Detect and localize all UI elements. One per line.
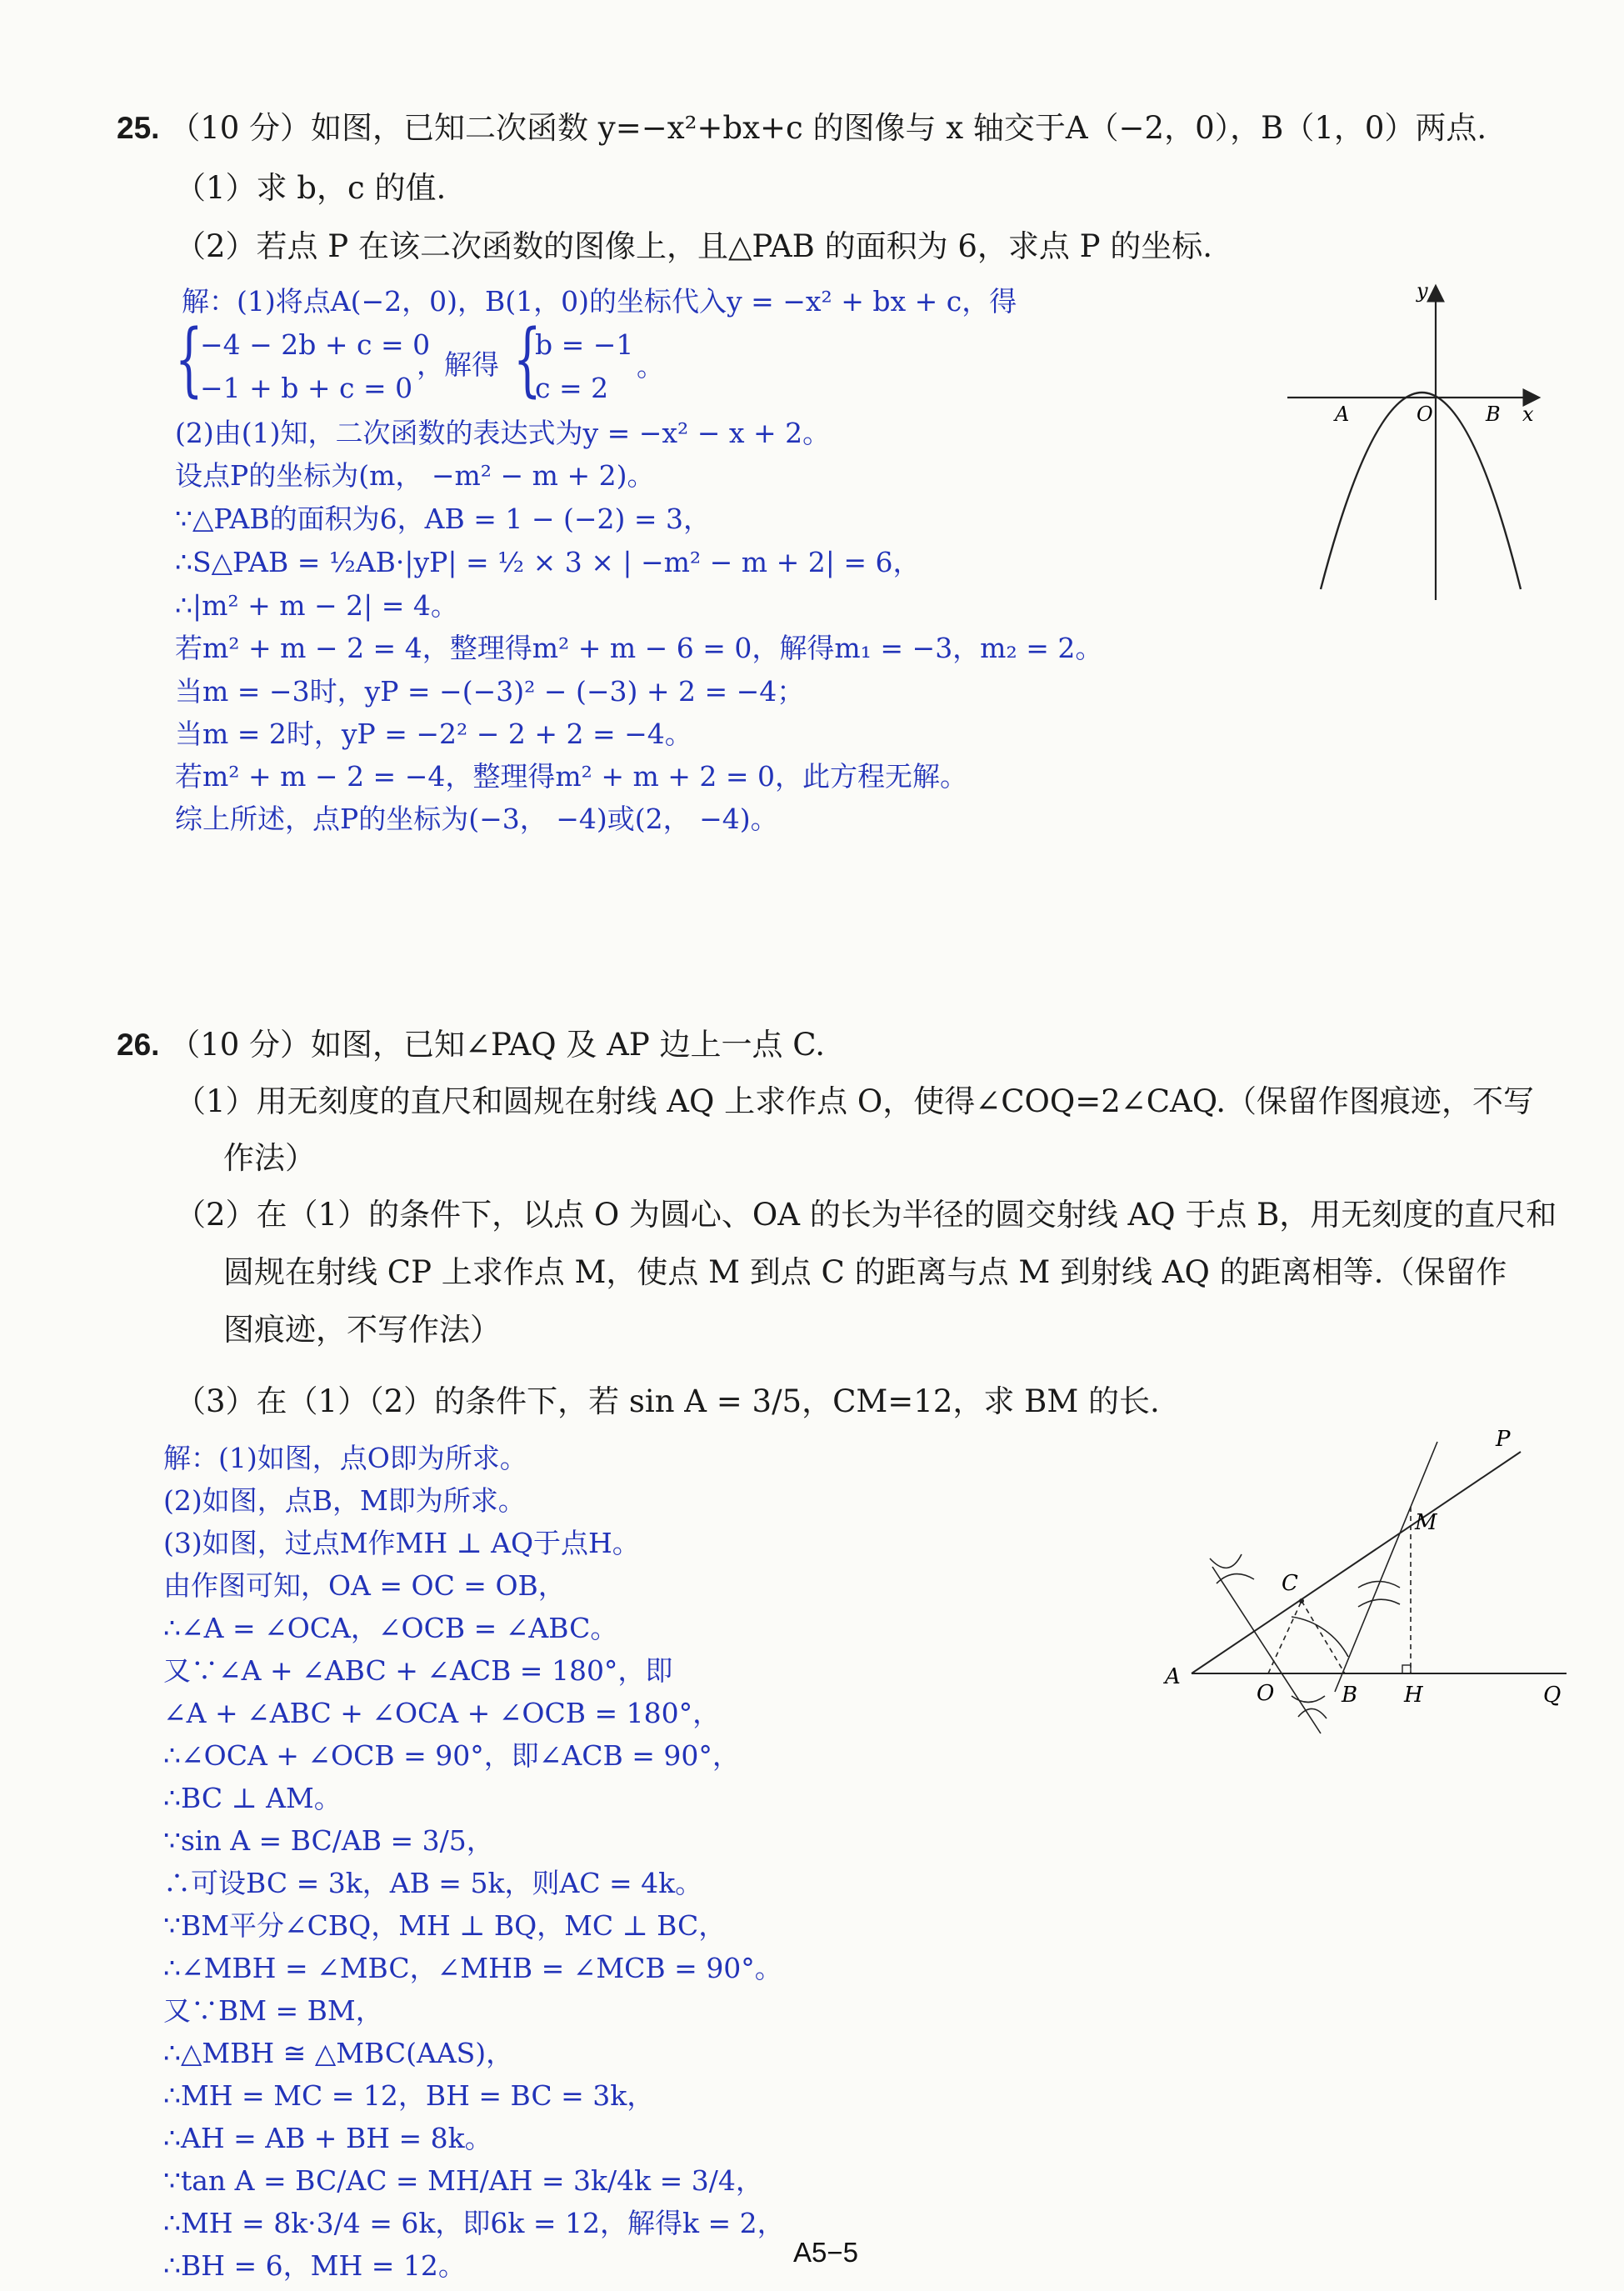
point-b-label: B	[1486, 403, 1501, 426]
q26-part1a: （1）用无刻度的直尺和圆规在射线 AQ 上求作点 O，使得∠COQ=2∠CAQ.（保留作图痕迹，不写	[175, 1083, 1535, 1119]
label-m: M	[1415, 1510, 1437, 1535]
q25-sol-line10: 当m = −3时，yP = −(−3)² − (−3) + 2 = −4；	[175, 675, 805, 708]
q26-part2c: 图痕迹，不写作法）	[223, 1312, 501, 1348]
label-p: P	[1496, 1427, 1511, 1452]
circle-arc-o	[1292, 1617, 1348, 1657]
q25-sys-end: 。	[637, 350, 664, 383]
point-a-label: A	[1335, 403, 1350, 426]
q25-sol-line7: ∴S△PAB = ½AB·|yP| = ½ × 3 × | −m² − m + 2| = 6，	[175, 546, 921, 578]
q25-sol-line1: 解：(1)将点A(−2，0)，B(1，0)的坐标代入y = −x² + bx + c，得	[182, 285, 1017, 318]
q25-part1: （1）求 b，c 的值.	[175, 170, 447, 206]
q26-sol-line18: ∵tan A = BC/AC = MH/AH = 3k/4k = 3/4，	[163, 2164, 763, 2197]
q26-sol-line12: ∵BM平分∠CBQ，MH ⊥ BQ，MC ⊥ BC，	[163, 1909, 727, 1942]
q25-sys-res2: c = 2	[535, 372, 609, 404]
q26-sol-line7: ∠A + ∠ABC + ∠OCA + ∠OCB = 180°，	[163, 1697, 721, 1729]
q25-sol-line9: 若m² + m − 2 = 4，整理得m² + m − 6 = 0，解得m₁ = −3，m₂ = 2。	[175, 632, 1103, 664]
label-b: B	[1342, 1683, 1358, 1708]
x-axis-label: x	[1522, 403, 1534, 426]
q25-stem: 25. （10 分）如图，已知二次函数 y=−x²+bx+c 的图像与 x 轴交于A（−2，0），B（1，0）两点.	[117, 110, 1487, 146]
q25-sol-line5: 设点P的坐标为(m， −m² − m + 2)。	[175, 459, 655, 492]
q25-number: 25.	[117, 111, 160, 145]
arc-mark-top	[1210, 1554, 1254, 1583]
q25-sol-line6: ∵△PAB的面积为6，AB = 1 − (−2) = 3，	[175, 503, 711, 535]
q26-sol-line20: ∴BH = 6，MH = 12。	[163, 2249, 466, 2282]
q25-sol-line8: ∴|m² + m − 2| = 4。	[175, 589, 458, 622]
q25-sys-eq1: −4 − 2b + c = 0	[200, 328, 431, 361]
page-number: A5−5	[793, 2237, 858, 2268]
q26-part1b: 作法）	[223, 1140, 316, 1176]
q26-construction-figure	[1150, 1408, 1583, 1750]
segment-cb	[1302, 1601, 1345, 1673]
q25-sys-solve: ，解得	[417, 348, 499, 381]
right-angle-mark	[1402, 1665, 1411, 1673]
q26-sol-line17: ∴AH = AB + BH = 8k。	[163, 2122, 492, 2154]
origin-label: O	[1417, 403, 1433, 426]
q25-sol-line13: 综上所述，点P的坐标为(−3， −4)或(2， −4)。	[175, 803, 778, 835]
q25-sys-eq2: −1 + b + c = 0	[200, 372, 413, 404]
q26-sol-line4: 由作图可知，OA = OC = OB，	[163, 1569, 566, 1602]
q26-sol-line5: ∴∠A = ∠OCA，∠OCB = ∠ABC。	[163, 1612, 618, 1644]
q25-sys-res1: b = −1	[535, 328, 634, 361]
q26-sol-line2: (2)如图，点B，M即为所求。	[163, 1484, 526, 1517]
q26-part2a: （2）在（1）的条件下，以点 O 为圆心、OA 的长为半径的圆交射线 AQ 于点 B，用无刻度的直尺和	[175, 1197, 1557, 1233]
q26-sol-line9: ∴BC ⊥ AM。	[163, 1782, 342, 1814]
y-axis-label: y	[1417, 279, 1428, 303]
q25-sys-brace-left: {	[175, 313, 203, 406]
segment-oc	[1268, 1601, 1302, 1673]
q25-sol-line4: (2)由(1)知，二次函数的表达式为y = −x² − x + 2。	[175, 417, 831, 449]
point-c-dot	[1299, 1598, 1304, 1603]
perpendicular-bisector	[1212, 1567, 1321, 1733]
q26-part3: （3）在（1）（2）的条件下，若 sin A = 3/5，CM=12，求 BM 的长.	[175, 1383, 1160, 1419]
label-c: C	[1282, 1571, 1298, 1596]
q25-sol-line11: 当m = 2时，yP = −2² − 2 + 2 = −4。	[175, 718, 692, 750]
q26-number: 26.	[117, 1028, 160, 1062]
q26-sol-line16: ∴MH = MC = 12，BH = BC = 3k，	[163, 2079, 655, 2112]
q26-stem: 26. （10 分）如图，已知∠PAQ 及 AP 边上一点 C.	[117, 1027, 826, 1063]
q26-sol-line6: 又∵∠A + ∠ABC + ∠ACB = 180°，即	[163, 1654, 673, 1687]
label-o: O	[1257, 1681, 1275, 1706]
q26-sol-line19: ∴MH = 8k·3/4 = 6k，即6k = 12，解得k = 2，	[163, 2207, 785, 2239]
q25-sol-line12: 若m² + m − 2 = −4，整理得m² + m + 2 = 0，此方程无解。	[175, 760, 968, 793]
q26-sol-line13: ∴∠MBH = ∠MBC，∠MHB = ∠MCB = 90°。	[163, 1952, 782, 1984]
label-q: Q	[1543, 1683, 1562, 1708]
q25-sys-brace-right: {	[513, 313, 542, 406]
q25-part2: （2）若点 P 在该二次函数的图像上，且△PAB 的面积为 6，求点 P 的坐标.	[175, 228, 1213, 264]
q26-sol-line10: ∵sin A = BC/AB = 3/5，	[163, 1824, 494, 1857]
q26-sol-line3: (3)如图，过点M作MH ⊥ AQ于点H。	[163, 1527, 640, 1559]
q26-part2b: 圆规在射线 CP 上求作点 M，使点 M 到点 C 的距离与点 M 到射线 AQ 的距离相等.（保留作	[223, 1254, 1507, 1290]
q25-parabola-figure	[1275, 279, 1550, 604]
label-a: A	[1165, 1664, 1181, 1689]
q26-sol-line11: ∴可设BC = 3k，AB = 5k，则AC = 4k。	[163, 1867, 703, 1899]
label-h: H	[1404, 1683, 1423, 1708]
q26-sol-line14: 又∵BM = BM，	[163, 1994, 383, 2027]
q26-sol-line15: ∴△MBH ≅ △MBC(AAS)，	[163, 2037, 514, 2069]
q26-sol-line1: 解：(1)如图，点O即为所求。	[163, 1442, 527, 1474]
q26-sol-line8: ∴∠OCA + ∠OCB = 90°，即∠ACB = 90°，	[163, 1739, 740, 1772]
